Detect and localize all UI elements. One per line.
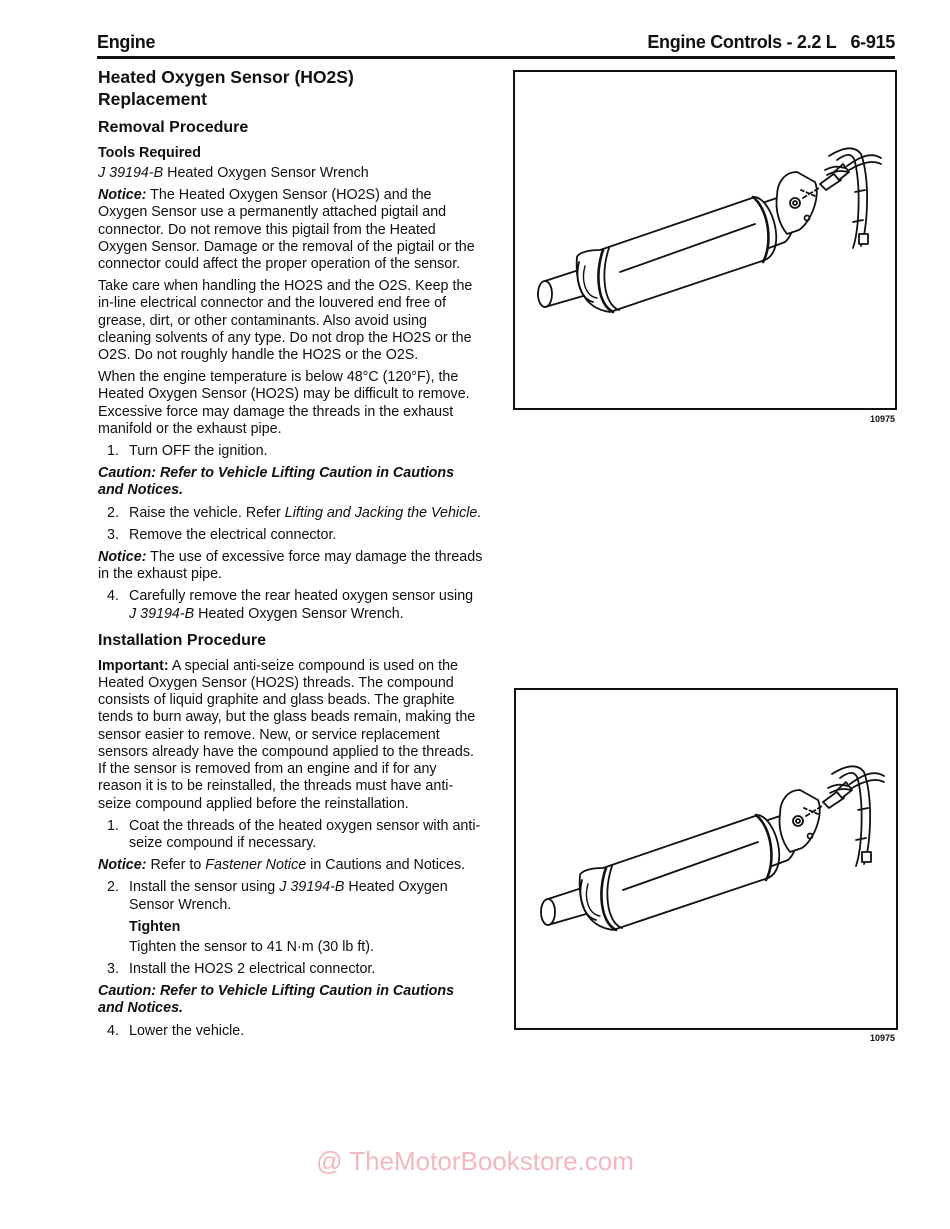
removal-step-4 [98, 588, 483, 622]
tool-line [98, 165, 483, 182]
page-title [98, 66, 483, 110]
notice-label: Notice: [98, 187, 147, 204]
section-title: Engine [97, 32, 156, 52]
step-text: Turn OFF the ignition. [129, 443, 268, 460]
exhaust-sensor-illustration [515, 72, 895, 408]
important-text: A special anti-seize compound is used on the Heated Oxygen Sensor (HO2S) threads. The compound consists of liquid graphite and glass beads. The graphite tends to burn away, but the glass beads remain, making the sensor easier to remove. New, or service replacement sensors already have the compound applied to the threads. If the sensor is removed from an engine and if for any reason it is to be reinstalled, the threads must have anti-seize compound applied before the reinstallation. [98, 657, 476, 812]
page-number: 6-915 [850, 32, 895, 52]
step-number: 3. [107, 526, 119, 543]
step-number: 1. [107, 817, 119, 834]
tools-heading: Tools Required [98, 145, 201, 161]
tighten-spec: Tighten the sensor to 41 N·m (30 lb ft). [129, 938, 375, 955]
install-step-2 [98, 879, 483, 913]
converter-body [580, 815, 780, 930]
notice-text: Refer to [146, 857, 206, 874]
removal-step-3 [98, 527, 483, 544]
install-step-4 [98, 1023, 483, 1040]
step-number: 1. [107, 443, 119, 460]
title-line-2: Replacement [98, 89, 207, 109]
step-text: Coat the threads of the heated oxygen sensor with anti-seize compound if necessary. [129, 817, 481, 851]
step-text-end: Heated Oxygen Sensor Wrench. [194, 605, 404, 622]
figure-2-caption: 10975 [870, 1033, 896, 1043]
step-number: 4. [107, 588, 119, 605]
fastener-reference: Fastener Notice [205, 857, 307, 874]
caution-lifting: Caution: Refer to Vehicle Lifting Caution in Cautions and Notices. [98, 465, 455, 499]
sensor-harness [825, 148, 868, 248]
chapter-name: Engine Controls - 2.2 L [647, 32, 837, 52]
step-text: Lower the vehicle. [129, 1022, 245, 1039]
care-paragraph: Take care when handling the HO2S and the O2S. Keep the in-line electrical connector and the louvered end free of grease, dirt, or other contaminants. Also avoid using cleaning solvents of any type. Do not drop the HO2S or the O2S. Do not roughly handle the HO2S or the O2S. [98, 278, 473, 364]
tool-id: J 39194-B [279, 879, 345, 896]
step-number: 4. [107, 1022, 119, 1039]
sensor-harness [828, 766, 871, 866]
header-rule [97, 56, 895, 59]
tighten-heading: Tighten [129, 918, 181, 935]
notice-label: Notice: [98, 549, 147, 566]
tool-name: Heated Oxygen Sensor Wrench [163, 165, 369, 181]
temperature-paragraph: When the engine temperature is below 48°C (120°F), the Heated Oxygen Sensor (HO2S) may be difficult to remove. Excessive force may damage the threads in the exhaust manifold or the exhaust pipe. [98, 369, 470, 437]
installation-heading: Installation Procedure [98, 631, 267, 649]
important-label: Important: [98, 657, 169, 674]
tighten-block [98, 919, 483, 956]
notice-force [98, 549, 483, 583]
install-step-3 [98, 961, 483, 978]
step-number: 2. [107, 504, 119, 521]
step-number: 3. [107, 960, 119, 977]
notice-fastener [98, 857, 483, 874]
converter-body [577, 197, 777, 312]
caution-lifting-2: Caution: Refer to Vehicle Lifting Caution in Cautions and Notices. [98, 983, 455, 1017]
tool-id: J 39194-B [98, 165, 164, 181]
title-line-1: Heated Oxygen Sensor (HO2S) [98, 67, 354, 87]
notice-pigtail [98, 187, 483, 273]
notice-text-end: in Cautions and Notices. [306, 857, 466, 874]
removal-step-1 [98, 443, 483, 460]
step-text: Carefully remove the rear heated oxygen sensor using [129, 588, 474, 605]
important-paragraph [98, 658, 483, 813]
sensor-flange [776, 172, 816, 234]
step-number: 2. [107, 879, 119, 896]
notice-text: The use of excessive force may damage the threads in the exhaust pipe. [98, 549, 483, 583]
step-text: Remove the electrical connector. [129, 526, 337, 543]
figure-2 [514, 688, 898, 1030]
step-text: Raise the vehicle. Refer [129, 504, 285, 521]
lifting-reference: Lifting and Jacking the Vehicle. [284, 504, 482, 521]
text-column [98, 66, 483, 1045]
chapter-title [647, 32, 895, 53]
figure-1-caption: 10975 [870, 414, 896, 424]
notice-text: The Heated Oxygen Sensor (HO2S) and the Oxygen Sensor use a permanently attached pigtail and connector. Do not remove this pigtail from the Heated Oxygen Sensor. Damage or the removal of the pigtail or the connector could affect the proper operation of the sensor. [98, 187, 475, 273]
sensor-flange [779, 790, 819, 852]
install-step-1 [98, 818, 483, 852]
figure-1 [513, 70, 897, 410]
notice-label: Notice: [98, 857, 147, 874]
page-header [97, 32, 895, 56]
tool-id: J 39194-B [129, 605, 195, 622]
exhaust-sensor-illustration [516, 690, 896, 1028]
watermark: @ TheMotorBookstore.com [316, 1146, 634, 1176]
step-text: Install the HO2S 2 electrical connector. [129, 960, 376, 977]
step-text: Install the sensor using [129, 879, 280, 896]
removal-heading: Removal Procedure [98, 119, 249, 136]
step-text-end: Heated Oxygen Sensor Wrench. [129, 879, 448, 913]
removal-step-2 [98, 505, 483, 522]
